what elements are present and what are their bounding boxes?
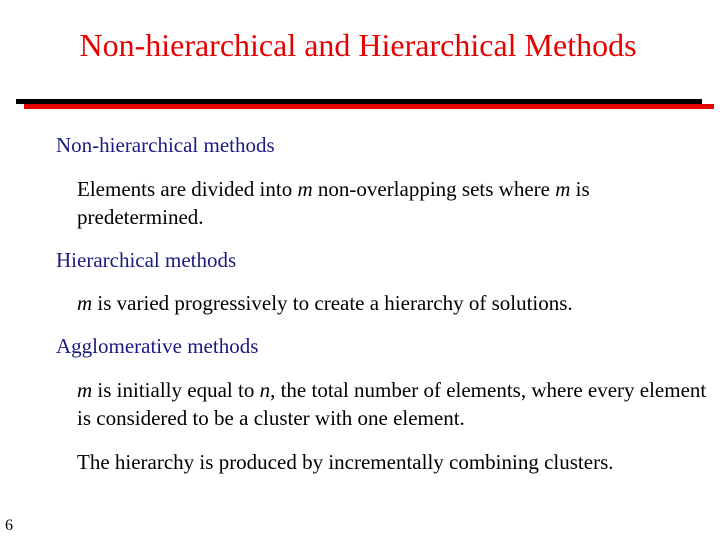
paragraph-hierarchical-definition: m is varied progressively to create a hierarchy of solutions. xyxy=(77,291,573,315)
paragraph-agglomerative-definition: m is initially equal to n, the total number of elements, where every element is considered to be a cluster with one element. xyxy=(77,378,707,430)
heading-non-hierarchical: Non-hierarchical methods xyxy=(56,133,275,157)
title-divider-red xyxy=(24,104,714,109)
page-number: 6 xyxy=(5,517,13,534)
paragraph-agglomerative-hierarchy: The hierarchy is produced by incrementally combining clusters. xyxy=(77,450,614,474)
slide-title: Non-hierarchical and Hierarchical Methods xyxy=(79,27,637,63)
heading-agglomerative: Agglomerative methods xyxy=(56,334,259,358)
heading-hierarchical: Hierarchical methods xyxy=(56,248,237,272)
paragraph-non-hierarchical-definition: Elements are divided into m non-overlapping sets where m is predetermined. xyxy=(77,177,590,229)
